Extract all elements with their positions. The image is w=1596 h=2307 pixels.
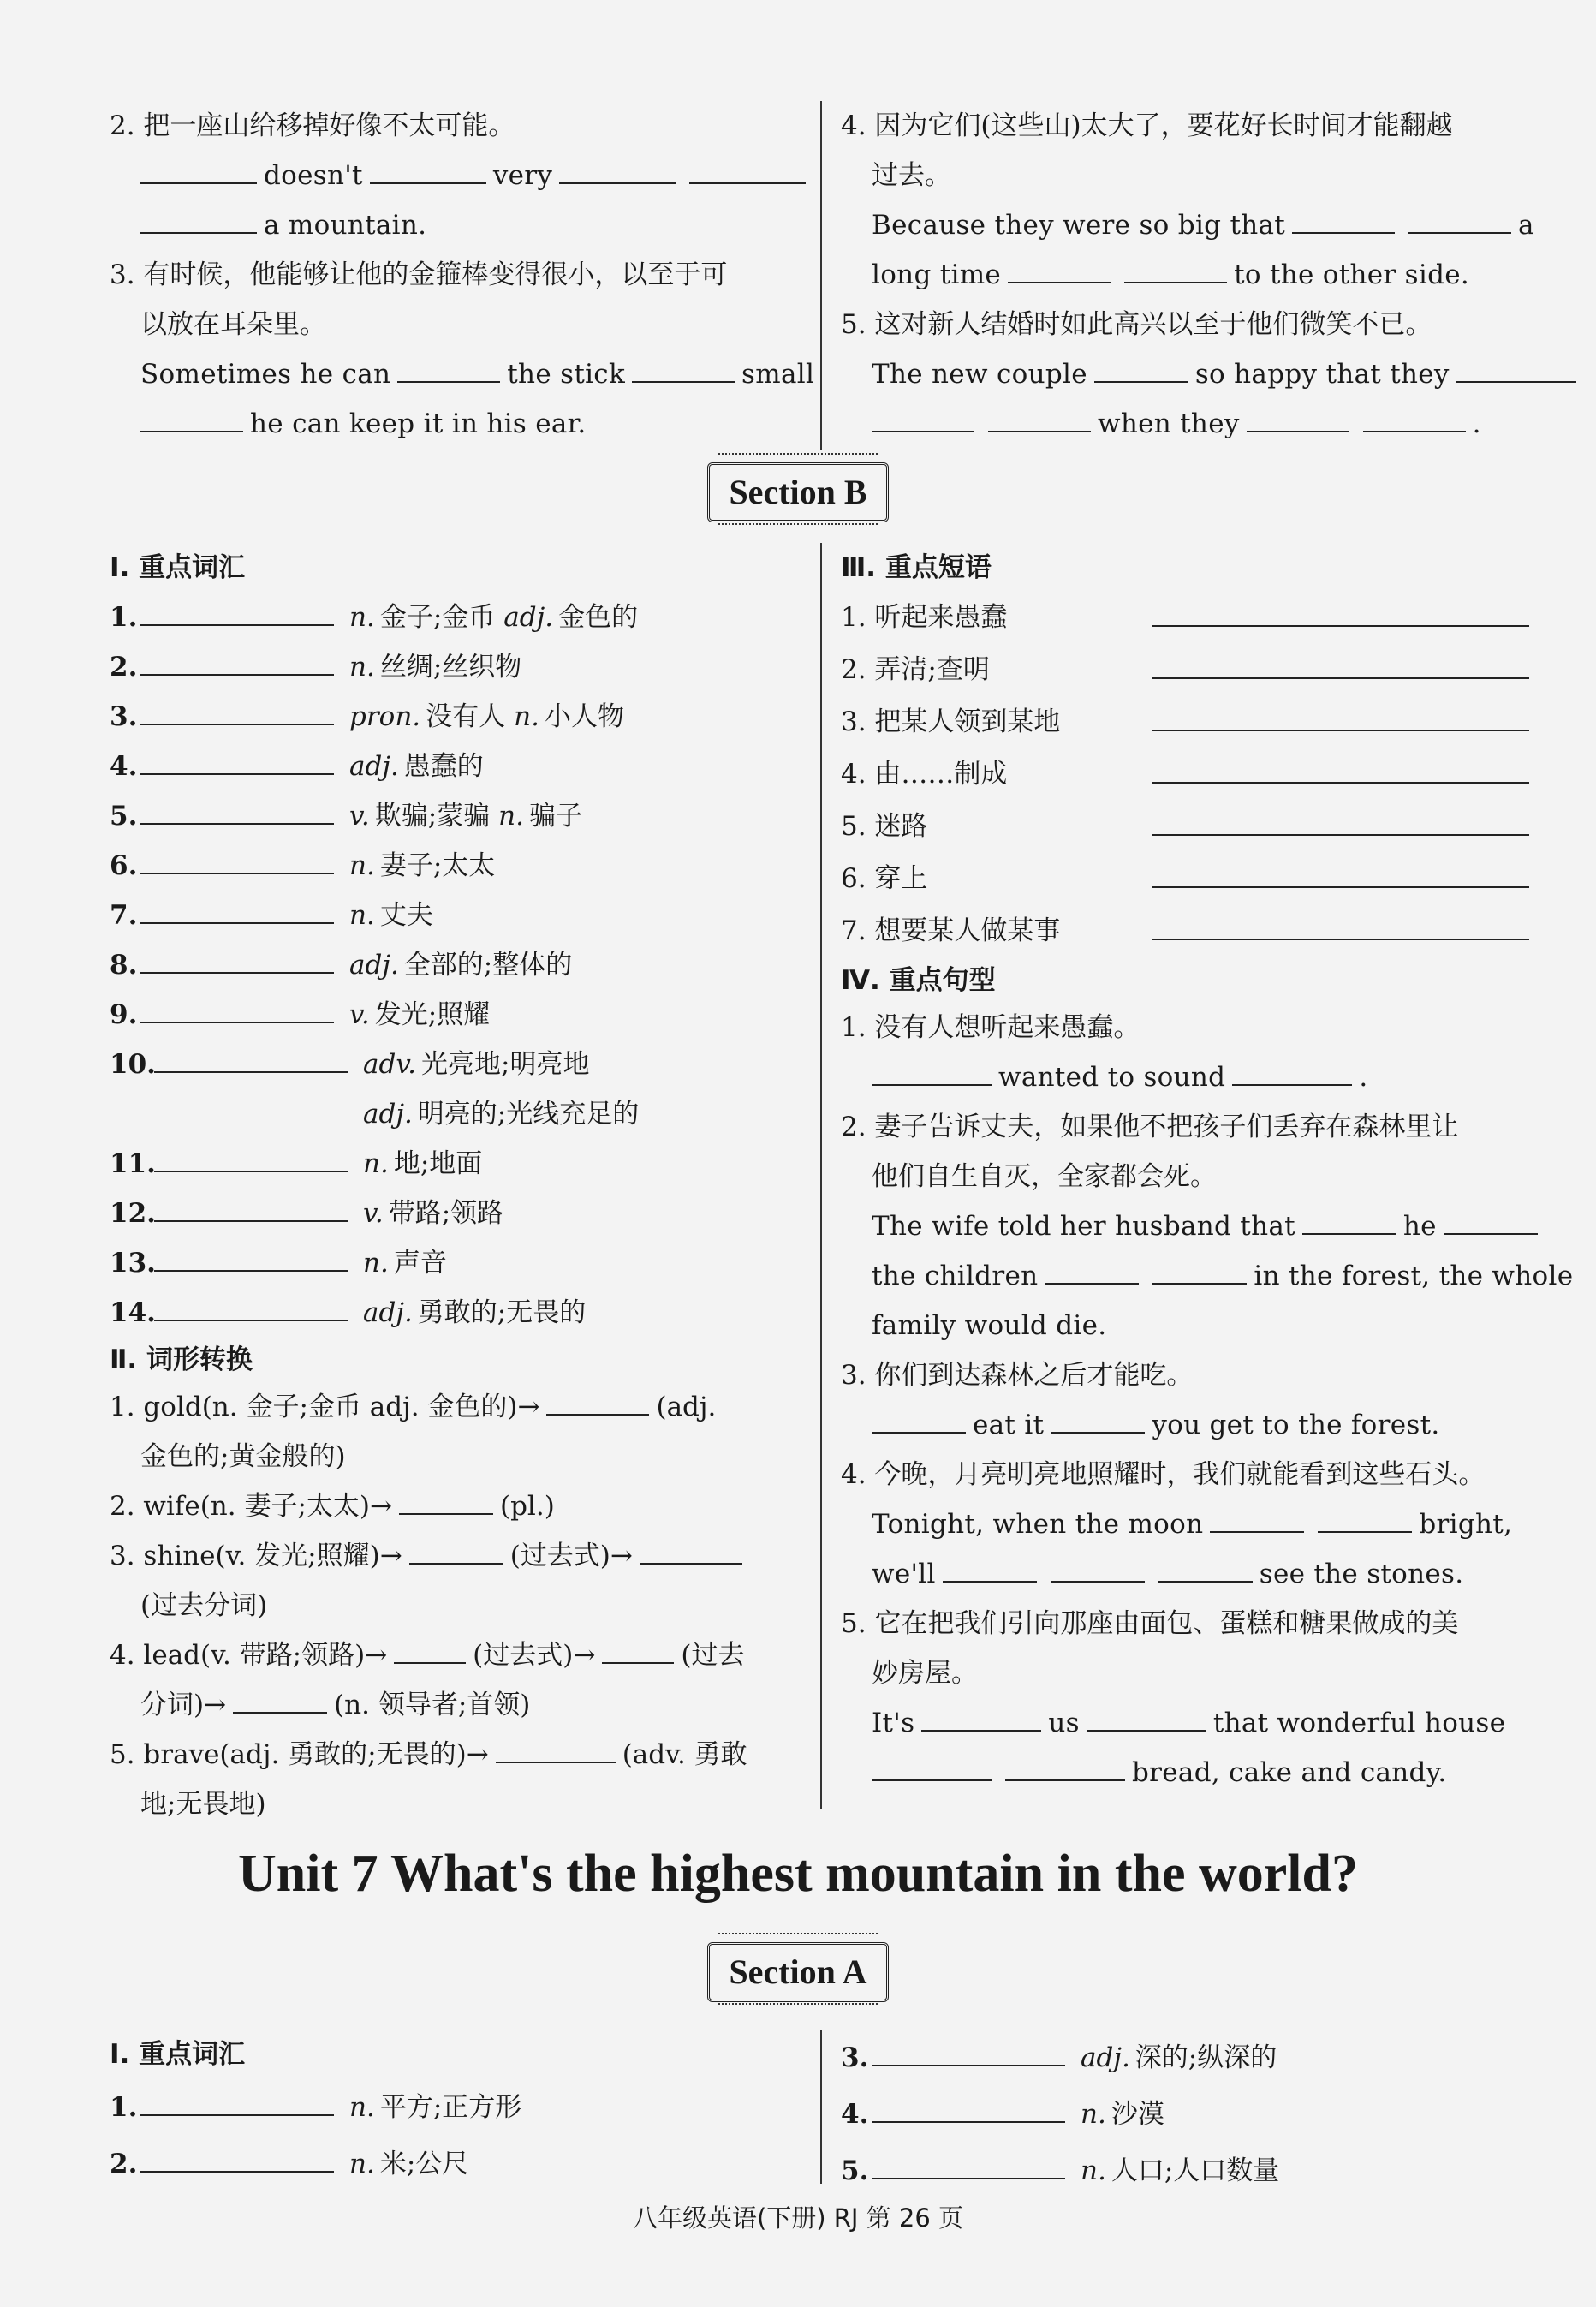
q3-en-line2: he can keep it in his ear. xyxy=(110,399,800,449)
part-of-speech: n. xyxy=(349,900,375,931)
s2-cn-2: 他们自生自灭，全家都会死。 xyxy=(872,1161,1217,1192)
vocab-item xyxy=(110,1040,800,1089)
part-of-speech: n. xyxy=(349,850,375,881)
part-of-speech: pron. xyxy=(349,701,421,732)
q4-cn-2: 过去。 xyxy=(872,160,951,191)
phrase-list xyxy=(841,593,1531,958)
blank[interactable] xyxy=(1094,355,1188,383)
vocab-item xyxy=(110,1238,800,1288)
vocab-item xyxy=(841,2086,1531,2143)
meaning: 丈夫 xyxy=(379,900,433,931)
blank[interactable] xyxy=(496,1736,616,1763)
meaning: 妻子;太太 xyxy=(379,850,496,881)
blank[interactable] xyxy=(872,405,974,432)
meaning: 明亮的;光线充足的 xyxy=(417,1099,640,1130)
vocab-item xyxy=(110,841,800,891)
blank[interactable] xyxy=(1051,1555,1145,1583)
blank[interactable] xyxy=(1005,1754,1125,1781)
sentences-heading: Ⅳ. 重点句型 xyxy=(841,965,996,996)
part-of-speech: n. xyxy=(349,652,375,683)
phrase-item xyxy=(841,854,1531,906)
meaning: 带路;领路 xyxy=(388,1198,504,1229)
vocab-item xyxy=(110,791,800,841)
top-left-column xyxy=(110,101,815,449)
part-of-speech: n. xyxy=(1081,2155,1106,2186)
part-of-speech: v. xyxy=(363,1198,384,1229)
blank[interactable] xyxy=(921,1704,1041,1732)
item-number: 3. xyxy=(110,701,138,732)
blank[interactable] xyxy=(397,355,500,383)
q4-en-line2: long time to the other side. xyxy=(841,250,1531,300)
s2-en-3: family would die. xyxy=(872,1310,1107,1341)
phrase-prompt: 5. 迷路 xyxy=(841,811,928,842)
part-of-speech: adj. xyxy=(349,751,399,782)
blank[interactable] xyxy=(140,405,243,432)
item-number: 1. xyxy=(110,602,138,633)
phrase-prompt: 6. 穿上 xyxy=(841,863,928,894)
item-number: 9. xyxy=(110,999,138,1030)
part-of-speech: adj. xyxy=(349,950,399,981)
item-number: 8. xyxy=(110,950,138,981)
s1-en: wanted to sound . xyxy=(841,1052,1531,1102)
answer-blank[interactable] xyxy=(140,797,334,825)
vocab-item xyxy=(110,742,800,791)
blank[interactable] xyxy=(1158,1555,1253,1583)
meaning: 没有人 xyxy=(426,701,506,732)
blank[interactable] xyxy=(1302,1207,1396,1235)
q4-cn-1: 4. 因为它们(这些山)太大了，要花好长时间才能翻越 xyxy=(841,110,1453,141)
s2-en-1: The wife told her husband that he xyxy=(841,1201,1531,1251)
vocab2-heading: Ⅰ. 重点词汇 xyxy=(110,2039,246,2070)
meaning: 地;地面 xyxy=(393,1148,483,1179)
forms-1a: 1. gold(n. 金子;金币 adj. 金色的)→ (adj. xyxy=(110,1382,800,1432)
unit-title: Unit 7 What's the highest mountain in the world? xyxy=(238,1845,1358,1903)
answer-blank[interactable] xyxy=(140,2089,334,2116)
blank[interactable] xyxy=(1051,1406,1145,1434)
q3-cn-1: 3. 有时候，他能够让他的金箍棒变得很小，以至于可 xyxy=(110,259,728,290)
answer-blank[interactable] xyxy=(872,2095,1065,2123)
answer-blank[interactable] xyxy=(140,2145,334,2173)
s3-en: eat it you get to the forest. xyxy=(841,1400,1531,1450)
q2-en-line2: a mountain. xyxy=(110,200,800,250)
part-of-speech: n. xyxy=(498,801,524,832)
vocab-item xyxy=(110,940,800,990)
s2-cn-1: 2. 妻子告诉丈夫，如果他不把孩子们丢弃在森林里让 xyxy=(841,1112,1459,1142)
vocab-heading: Ⅰ. 重点词汇 xyxy=(110,552,246,583)
meaning: 光亮地;明亮地 xyxy=(421,1049,590,1080)
answer-blank[interactable] xyxy=(140,847,334,874)
blank[interactable] xyxy=(872,1754,992,1781)
q2-cn: 2. 把一座山给移掉好像不太可能。 xyxy=(110,110,515,141)
blank[interactable] xyxy=(602,1636,674,1664)
vocab-item xyxy=(110,642,800,692)
answer-blank[interactable] xyxy=(154,1046,348,1073)
part-of-speech: adj. xyxy=(363,1297,413,1328)
vocab-item xyxy=(110,1288,800,1338)
section-b-header-wrap xyxy=(0,462,1596,522)
vocab-item xyxy=(841,2143,1531,2199)
blank[interactable] xyxy=(1318,1505,1412,1533)
item-number: 5. xyxy=(841,2155,869,2186)
section-a-badge: Section A xyxy=(707,1942,888,2002)
vocab-item xyxy=(110,1189,800,1238)
blank[interactable] xyxy=(1045,1257,1139,1285)
answer-blank[interactable] xyxy=(1152,593,1529,627)
item-number: 14. xyxy=(110,1297,156,1328)
part-of-speech: adj. xyxy=(1081,2042,1130,2073)
meaning: 米;公尺 xyxy=(379,2149,469,2179)
q4-en-line1: Because they were so big that a xyxy=(841,200,1531,250)
blank[interactable] xyxy=(988,405,1091,432)
section-b-badge: Section B xyxy=(707,462,888,522)
item-number: 2. xyxy=(110,2149,138,2179)
column-divider xyxy=(820,543,822,1809)
blank[interactable] xyxy=(399,1487,493,1515)
part-of-speech: adv. xyxy=(363,1049,417,1080)
vocab-item xyxy=(110,2136,800,2192)
answer-blank[interactable] xyxy=(140,946,334,974)
s5-cn-1: 5. 它在把我们引向那座由面包、蛋糕和糖果做成的美 xyxy=(841,1608,1459,1639)
q3-en-line1: Sometimes he can the stick small xyxy=(110,349,800,399)
answer-blank[interactable] xyxy=(1152,645,1529,679)
section-a-header-wrap xyxy=(0,1942,1596,2002)
meaning: 人口;人口数量 xyxy=(1111,2155,1280,2186)
meaning: 全部的;整体的 xyxy=(403,950,573,981)
blank[interactable] xyxy=(370,157,486,184)
blank[interactable] xyxy=(1247,405,1349,432)
phrase-item xyxy=(841,906,1531,958)
vocab-item xyxy=(110,593,800,642)
answer-blank[interactable] xyxy=(140,996,334,1023)
blank[interactable] xyxy=(640,1537,742,1565)
blank[interactable] xyxy=(1292,206,1395,234)
blank[interactable] xyxy=(140,157,257,184)
q2-en-line1: doesn't very xyxy=(110,151,800,200)
blank[interactable] xyxy=(1444,1207,1538,1235)
part-of-speech: n. xyxy=(363,1148,389,1179)
meaning: 金色的 xyxy=(558,602,639,633)
answer-blank[interactable] xyxy=(140,698,334,725)
meaning: 沙漠 xyxy=(1111,2099,1164,2130)
answer-blank[interactable] xyxy=(154,1244,348,1272)
section-a-right-column xyxy=(841,2030,1531,2199)
meaning: 金子;金币 xyxy=(379,602,496,633)
vocab-item xyxy=(110,1139,800,1189)
answer-blank[interactable] xyxy=(140,897,334,924)
column-divider xyxy=(820,101,822,450)
forms-4b: 分词)→ (n. 领导者;首领) xyxy=(110,1680,800,1730)
part-of-speech: n. xyxy=(349,2092,375,2123)
item-number: 1. xyxy=(110,2092,138,2123)
part-of-speech: adj. xyxy=(503,602,554,633)
blank[interactable] xyxy=(689,157,806,184)
answer-blank[interactable] xyxy=(1152,697,1529,731)
phrase-prompt: 4. 由……制成 xyxy=(841,759,1008,790)
blank[interactable] xyxy=(233,1686,327,1714)
blank[interactable] xyxy=(559,157,676,184)
s3-cn: 3. 你们到达森林之后才能吃。 xyxy=(841,1360,1194,1391)
phrase-item xyxy=(841,593,1531,645)
blank[interactable] xyxy=(632,355,735,383)
blank[interactable] xyxy=(1008,256,1111,283)
blank[interactable] xyxy=(140,206,257,234)
blank[interactable] xyxy=(1363,405,1466,432)
vocab-item xyxy=(841,2030,1531,2086)
s1-cn: 1. 没有人想听起来愚蠢。 xyxy=(841,1012,1140,1043)
blank[interactable] xyxy=(943,1555,1037,1583)
item-number: 13. xyxy=(110,1248,156,1279)
answer-blank[interactable] xyxy=(1152,802,1529,836)
part-of-speech: n. xyxy=(349,602,375,633)
answer-blank[interactable] xyxy=(140,599,334,626)
blank[interactable] xyxy=(1087,1704,1206,1732)
answer-blank[interactable] xyxy=(154,1195,348,1222)
part-of-speech: adj. xyxy=(363,1099,413,1130)
item-number: 12. xyxy=(110,1198,156,1229)
part-of-speech: n. xyxy=(514,701,539,732)
forms-5b: 地;无畏地) xyxy=(140,1789,266,1820)
answer-blank[interactable] xyxy=(140,648,334,676)
item-number: 4. xyxy=(110,751,138,782)
s2-en-2: the children in the forest, the whole xyxy=(841,1251,1531,1301)
part-of-speech: v. xyxy=(349,801,370,832)
meaning: 勇敢的;无畏的 xyxy=(417,1297,587,1328)
item-number: 6. xyxy=(110,850,138,881)
q5-en-line1: The new couple so happy that they xyxy=(841,349,1531,399)
top-right-column xyxy=(841,101,1534,449)
meaning: 愚蠢的 xyxy=(403,751,484,782)
item-number: 7. xyxy=(110,900,138,931)
section-b-right-column xyxy=(841,543,1574,1797)
s5-en-2: bread, cake and candy. xyxy=(841,1748,1531,1797)
phrase-item xyxy=(841,802,1531,854)
page-footer: 八年级英语(下册) RJ 第 26 页 xyxy=(632,2203,964,2232)
phrase-prompt: 3. 把某人领到某地 xyxy=(841,706,1061,737)
answer-blank[interactable] xyxy=(1152,749,1529,784)
blank[interactable] xyxy=(1456,355,1576,383)
answer-blank[interactable] xyxy=(872,2152,1065,2179)
part-of-speech: n. xyxy=(363,1248,389,1279)
q5-cn: 5. 这对新人结婚时如此高兴以至于他们微笑不已。 xyxy=(841,309,1432,340)
vocab2-right-list xyxy=(841,2030,1531,2199)
item-number: 11. xyxy=(110,1148,156,1179)
section-b-left-column xyxy=(110,543,800,1829)
meaning: 平方;正方形 xyxy=(379,2092,522,2123)
vocab-item xyxy=(110,1089,800,1139)
section-a-left-column xyxy=(110,2030,800,2192)
blank[interactable] xyxy=(1408,206,1511,234)
forms-1b: 金色的;黄金般的) xyxy=(140,1441,346,1472)
forms-3a: 3. shine(v. 发光;照耀)→ (过去式)→ xyxy=(110,1531,800,1581)
q3-cn-2: 以放在耳朵里。 xyxy=(140,309,326,340)
meaning: 骗子 xyxy=(528,801,582,832)
item-number: 4. xyxy=(841,2099,869,2130)
s5-cn-2: 妙房屋。 xyxy=(872,1658,978,1689)
answer-blank[interactable] xyxy=(872,2039,1065,2066)
blank[interactable] xyxy=(1210,1505,1304,1533)
forms-heading: Ⅱ. 词形转换 xyxy=(110,1344,253,1375)
vocab-item xyxy=(110,990,800,1040)
column-divider xyxy=(820,2030,822,2184)
phrases-heading: Ⅲ. 重点短语 xyxy=(841,552,992,583)
blank[interactable] xyxy=(1152,1257,1247,1285)
s5-en-1: It's us that wonderful house xyxy=(841,1698,1531,1748)
phrase-item xyxy=(841,697,1531,749)
part-of-speech: n. xyxy=(349,2149,375,2179)
meaning: 小人物 xyxy=(544,701,624,732)
q5-en-line2: when they . xyxy=(841,399,1531,449)
meaning: 欺骗;蒙骗 xyxy=(374,801,491,832)
blank[interactable] xyxy=(1124,256,1227,283)
meaning: 丝绸;丝织物 xyxy=(379,652,522,683)
blank[interactable] xyxy=(872,1406,966,1434)
phrase-item xyxy=(841,645,1531,697)
phrase-prompt: 7. 想要某人做某事 xyxy=(841,915,1061,946)
forms-2: 2. wife(n. 妻子;太太)→ (pl.) xyxy=(110,1481,800,1531)
item-number: 3. xyxy=(841,2042,869,2073)
vocab-list xyxy=(110,593,800,1338)
blank[interactable] xyxy=(394,1636,466,1664)
item-number: 10. xyxy=(110,1049,156,1080)
meaning: 深的;纵深的 xyxy=(1134,2042,1277,2073)
meaning: 声音 xyxy=(393,1248,447,1279)
s4-cn: 4. 今晚，月亮明亮地照耀时，我们就能看到这些石头。 xyxy=(841,1459,1486,1490)
blank[interactable] xyxy=(546,1388,649,1416)
answer-blank[interactable] xyxy=(154,1294,348,1321)
phrase-prompt: 1. 听起来愚蠢 xyxy=(841,602,1008,633)
answer-blank[interactable] xyxy=(1152,854,1529,888)
phrase-item xyxy=(841,749,1531,802)
blank[interactable] xyxy=(1232,1058,1352,1086)
s4-en-1: Tonight, when the moon bright, xyxy=(841,1499,1531,1549)
answer-blank[interactable] xyxy=(154,1145,348,1172)
item-number: 2. xyxy=(110,652,138,683)
vocab2-left-list xyxy=(110,2079,800,2192)
part-of-speech: n. xyxy=(1081,2099,1106,2130)
item-number: 5. xyxy=(110,801,138,832)
forms-5a: 5. brave(adj. 勇敢的;无畏的)→ (adv. 勇敢 xyxy=(110,1730,800,1779)
forms-4a: 4. lead(v. 带路;领路)→ (过去式)→ (过去 xyxy=(110,1630,800,1680)
answer-blank[interactable] xyxy=(1152,906,1529,940)
answer-blank[interactable] xyxy=(140,748,334,775)
vocab-item xyxy=(110,692,800,742)
vocab-item xyxy=(110,891,800,940)
blank[interactable] xyxy=(872,1058,992,1086)
meaning: 发光;照耀 xyxy=(374,999,491,1030)
vocab-item xyxy=(110,2079,800,2136)
phrase-prompt: 2. 弄清;查明 xyxy=(841,654,990,685)
forms-3b: (过去分词) xyxy=(140,1590,268,1621)
s4-en-2: we'll see the stones. xyxy=(841,1549,1531,1599)
part-of-speech: v. xyxy=(349,999,370,1030)
blank[interactable] xyxy=(409,1537,503,1565)
